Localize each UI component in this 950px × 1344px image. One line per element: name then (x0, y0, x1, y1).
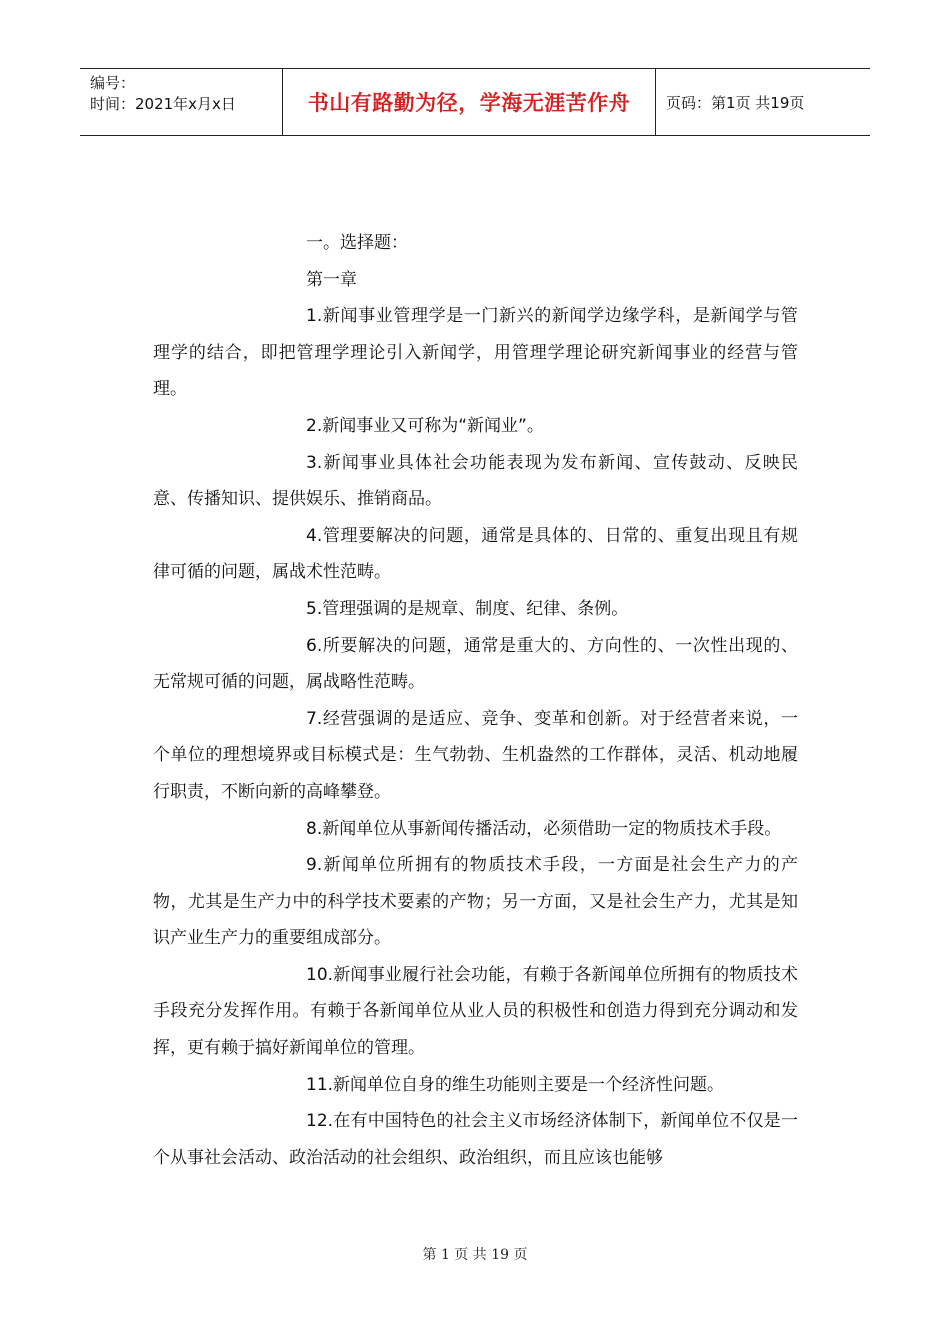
paragraph: 9.新闻单位所拥有的物质技术手段，一方面是社会生产力的产物，尤其是生产力中的科学技术要素的产物；另一方面，又是社会生产力，尤其是知识产业生产力的重要组成部分。 (153, 855, 798, 949)
page-footer: 第 1 页 共 19 页 (422, 1247, 528, 1263)
paragraph: 11.新闻单位自身的维生功能则主要是一个经济性问题。 (306, 1074, 725, 1095)
paragraph: 4.管理要解决的问题，通常是具体的、日常的、重复出现且有规律可循的问题，属战术性范畴。 (153, 525, 798, 583)
paragraph: 1.新闻事业管理学是一门新兴的新闻学边缘学科，是新闻学与管理学的结合，即把管理学理论引入新闻学，用管理学理论研究新闻事业的经营与管理。 (153, 306, 798, 400)
paragraph: 7.经营强调的是适应、竞争、变革和创新。对于经营者来说，一个单位的理想境界或目标模式是：生气勃勃、生机盎然的工作群体，灵活、机动地履行职责，不断向新的高峰攀登。 (153, 708, 798, 802)
paragraph: 10.新闻事业履行社会功能，有赖于各新闻单位所拥有的物质技术手段充分发挥作用。有赖于各新闻单位从业人员的积极性和创造力得到充分调动和发挥，更有赖于搞好新闻单位的管理。 (153, 964, 798, 1059)
paragraph: 12.在有中国特色的社会主义市场经济体制下，新闻单位不仅是一个从事社会活动、政治活动的社会组织、政治组织，而且应该也能够 (153, 1111, 798, 1168)
section-title: 一。选择题： (306, 233, 408, 253)
paragraph: 2.新闻事业又可称为“新闻业”。 (306, 415, 544, 436)
header-page-info: 页码：第1页 共19页 (666, 93, 805, 112)
paragraph: 8.新闻单位从事新闻传播活动，必须借助一定的物质技术手段。 (306, 818, 782, 839)
paragraph: 6.所要解决的问题，通常是重大的、方向性的、一次性出现的、无常规可循的问题，属战略性范畴。 (153, 635, 798, 693)
chapter-title: 第一章 (306, 269, 357, 290)
document-body (153, 225, 798, 1176)
page-header (80, 68, 870, 136)
paragraph: 3.新闻事业具体社会功能表现为发布新闻、宣传鼓动、反映民意、传播知识、提供娱乐、推销商品。 (153, 452, 798, 510)
header-motto: 书山有路勤为径，学海无涯苦作舟 (282, 69, 656, 135)
paragraph: 5.管理强调的是规章、制度、纪律、条例。 (306, 598, 629, 619)
header-number: 编号： (90, 74, 136, 92)
header-date: 时间：2021年x月x日 (90, 95, 236, 113)
header-meta (80, 69, 282, 135)
